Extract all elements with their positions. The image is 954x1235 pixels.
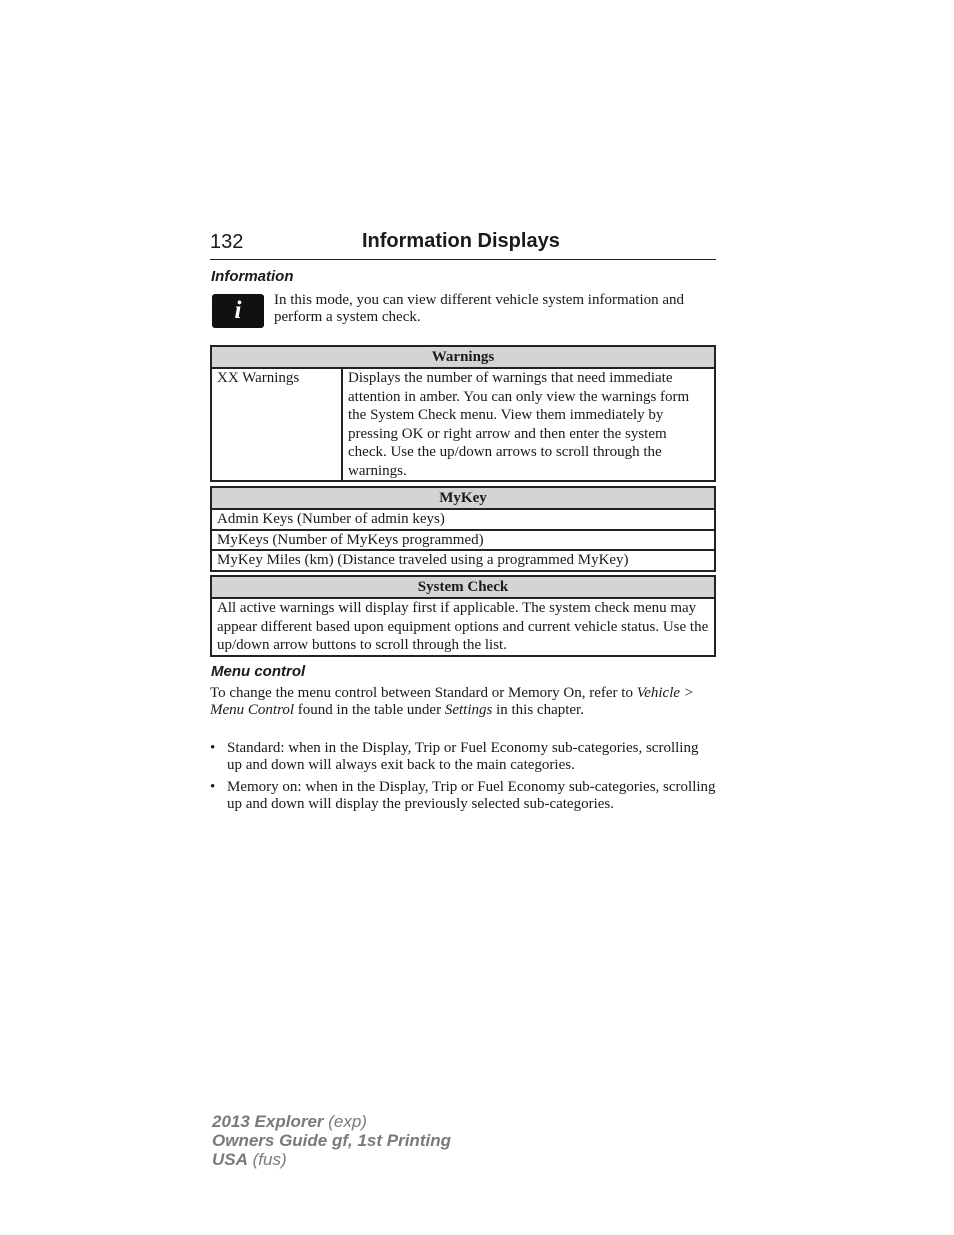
table-row bbox=[211, 368, 715, 481]
list-item bbox=[210, 779, 716, 812]
intro-text-part: found in the table under bbox=[294, 701, 445, 718]
mykey-row-miles: MyKey Miles (km) (Distance traveled using a programmed MyKey) bbox=[211, 550, 715, 571]
footer-line-1 bbox=[212, 1112, 451, 1131]
page-footer bbox=[212, 1112, 451, 1169]
warnings-table-header: Warnings bbox=[211, 346, 715, 368]
footer-guide: Owners Guide gf, 1st Printing bbox=[212, 1131, 451, 1150]
information-heading: Information bbox=[211, 268, 294, 285]
mykey-row-mykeys: MyKeys (Number of MyKeys programmed) bbox=[211, 530, 715, 551]
bullet-text-memory-on: Memory on: when in the Display, Trip or Fuel Economy sub-categories, scrolling up and down will display the previously selected sub-categories. bbox=[227, 779, 716, 812]
footer-model: 2013 Explorer bbox=[212, 1112, 324, 1131]
table-row bbox=[211, 598, 715, 656]
info-icon-glyph: i bbox=[234, 297, 242, 324]
footer-market: USA bbox=[212, 1150, 248, 1169]
system-check-table-header: System Check bbox=[211, 576, 715, 598]
system-check-table bbox=[210, 575, 716, 657]
footer-market-code: (fus) bbox=[247, 1150, 287, 1169]
menu-control-heading: Menu control bbox=[211, 663, 306, 680]
intro-italic-vehicle-menu-control: Vehicle > Menu Control bbox=[210, 685, 694, 718]
mykey-table-header: MyKey bbox=[211, 487, 715, 509]
warnings-row-label: XX Warnings bbox=[211, 368, 342, 481]
info-icon bbox=[212, 294, 264, 328]
warnings-table bbox=[210, 345, 716, 482]
intro-text-part: in this chapter. bbox=[492, 701, 584, 718]
chapter-title: Information Displays bbox=[362, 230, 560, 252]
footer-line-2 bbox=[212, 1131, 451, 1150]
bullet-dot: • bbox=[210, 740, 216, 756]
intro-text-part: To change the menu control between Standard or Memory On, refer to bbox=[210, 685, 637, 701]
mykey-row-admin-keys: Admin Keys (Number of admin keys) bbox=[211, 509, 715, 530]
table-row bbox=[211, 550, 715, 571]
table-row bbox=[211, 509, 715, 530]
page-number: 132 bbox=[210, 231, 244, 253]
page-header bbox=[210, 229, 716, 260]
warnings-row-text: Displays the number of warnings that need immediate attention in amber. You can only view the warnings form the System Check menu. View them immediately by pressing OK or right arrow and then enter the system check. Use the up/down arrows to scroll through the warnings. bbox=[342, 368, 715, 481]
footer-model-code: (exp) bbox=[323, 1112, 367, 1131]
mykey-table bbox=[210, 486, 716, 572]
footer-line-3 bbox=[212, 1150, 451, 1169]
menu-control-intro bbox=[210, 685, 716, 718]
system-check-text: All active warnings will display first if applicable. The system check menu may appear different based upon equipment options and current vehicle status. Use the up/down arrow buttons to scroll through the list. bbox=[211, 598, 715, 656]
bullet-text-standard: Standard: when in the Display, Trip or Fuel Economy sub-categories, scrolling up and down will always exit back to the main categories. bbox=[227, 740, 699, 773]
list-item bbox=[210, 740, 716, 773]
intro-italic-settings: Settings bbox=[444, 701, 493, 718]
information-intro: In this mode, you can view different vehicle system information and perform a system check. bbox=[274, 292, 685, 325]
bullet-dot: • bbox=[210, 779, 216, 795]
table-row bbox=[211, 530, 715, 551]
